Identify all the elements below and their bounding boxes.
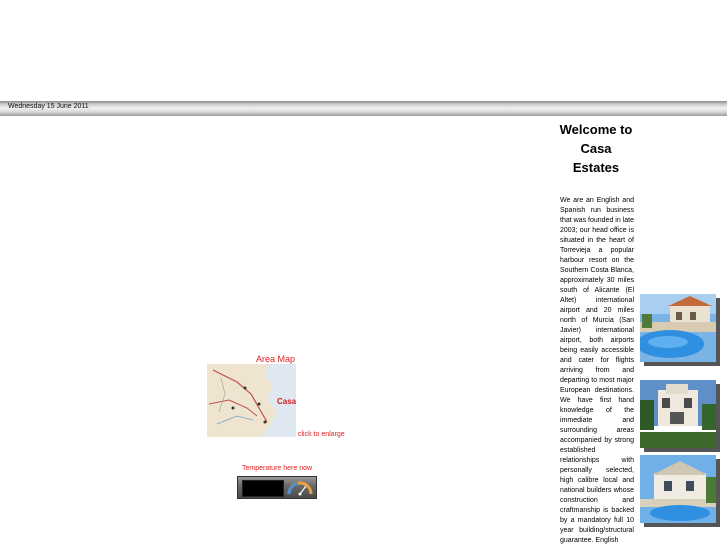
current-date: Wednesday 15 June 2011	[8, 103, 89, 110]
click-to-enlarge-link[interactable]: click to enlarge	[298, 431, 345, 438]
area-map-title: Area Map	[256, 354, 296, 364]
intro-text: We are an English and Spanish run business that was founded in late 2003; our head office is situated in the heart of Torrevieja a popular harbour resort on the Southern Costa Blanca, approximately 30 miles south of Alicante (El Altet) international airport and 20 miles north of Murcia (San Javier) international airport, both airports being easily accessible and cater for flights arriving from and departing to most major European destinations. We have first hand knowledge of the immediate and surrounding areas accompanied by strong established relationships with personally selected, high calibre local and national builders whose construction and craftmanship is backed by a mandatory full 10 year building/structural guarantee. English	[560, 197, 634, 544]
temperature-widget	[237, 476, 317, 499]
villa-terrace-photo[interactable]	[640, 380, 716, 448]
villa-pool-image	[640, 294, 716, 362]
area-map-image	[207, 364, 296, 437]
map-logo-text: Casa	[277, 397, 296, 406]
area-map-thumbnail[interactable]	[207, 364, 296, 437]
thermometer-gauge-icon	[286, 479, 314, 496]
villa-pool-photo[interactable]	[640, 294, 716, 362]
temperature-label: Temperature here now	[242, 465, 313, 472]
villa-exterior-image	[640, 455, 716, 523]
villa-terrace-image	[640, 380, 716, 448]
temperature-display	[242, 480, 284, 497]
welcome-heading: Welcome to Casa Estates	[559, 122, 633, 175]
date-bar	[0, 101, 727, 116]
villa-exterior-photo[interactable]	[640, 455, 716, 523]
